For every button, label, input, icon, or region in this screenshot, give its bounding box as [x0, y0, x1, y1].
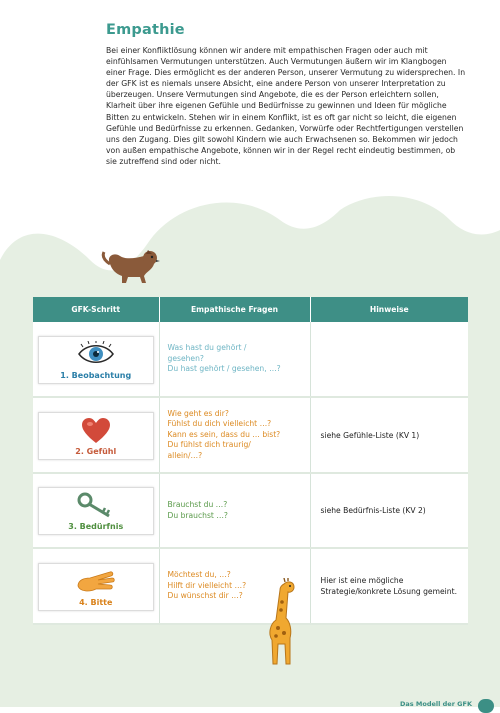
note-cell: siehe Gefühle-Liste (KV 1)	[310, 397, 468, 473]
empathy-table	[33, 297, 468, 625]
questions-cell: Brauchst du …? Du brauchst …?	[159, 473, 310, 548]
key-icon	[77, 492, 115, 518]
footer-chapter: Das Modell der GFK	[400, 700, 472, 708]
table-row	[33, 322, 468, 397]
col-header-notes: Hinweise	[310, 297, 468, 322]
heart-icon	[81, 417, 111, 445]
step-card-feeling	[38, 412, 154, 460]
table-header-row	[33, 297, 468, 322]
table-row	[33, 548, 468, 624]
table-row	[33, 473, 468, 548]
step-card-observation	[38, 336, 154, 384]
col-header-step: GFK-Schritt	[33, 297, 159, 322]
step-label: 4. Bitte	[79, 597, 113, 607]
page-number-badge	[478, 699, 494, 713]
step-card-request	[38, 563, 154, 611]
dog-illustration	[100, 246, 162, 286]
note-cell: siehe Bedürfnis-Liste (KV 2)	[310, 473, 468, 548]
note-cell	[310, 322, 468, 397]
step-label: 1. Beobachtung	[60, 370, 132, 380]
questions-cell: Wie geht es dir? Fühlst du dich vielleicht …? Kann es sein, dass du … bist? Du fühlst dich traurig/ allein/…?	[159, 397, 310, 473]
eye-icon	[77, 341, 115, 367]
questions-cell: Möchtest du, …? Hilft dir vielleicht …? Du wünschst dir …?	[159, 548, 310, 624]
col-header-questions: Empathische Fragen	[159, 297, 310, 322]
giraffe-illustration	[258, 578, 302, 668]
questions-cell: Was hast du gehört / gesehen? Du hast gehört / gesehen, …?	[159, 322, 310, 397]
step-label: 3. Bedürfnis	[68, 522, 124, 531]
step-label: 2. Gefühl	[75, 446, 117, 456]
note-cell: Hier ist eine mögliche Strategie/konkrete Lösung gemeint.	[310, 548, 468, 624]
table-row	[33, 397, 468, 473]
step-card-need	[38, 487, 154, 535]
hand-icon	[76, 568, 116, 594]
intro-paragraph: Bei einer Konfliktlösung können wir andere mit empathischen Fragen oder auch mit einfühlsamen Vermutungen unterstützen. Auch Vermutungen äußern wir im Klangbogen einer Frage. Dies ermöglicht es der anderen Person, unserer Vermutung zu widersprechen. In der GFK ist es niemals unsere Absicht, eine andere Person von unserer Interpretation zu überzeugen. Unsere Vermutungen sind Angebote, die es der Person erleichtern sollen, Klarheit über ihre eigenen Gefühle und Bedürfnisse zu gewinnen und Ideen für mögliche Bitten zu entwickeln. Stehen wir in einem Konflikt, ist es oft gar nicht so leicht, die eigenen Gefühle und Bedürfnisse zu erkennen. Gedanken, Vorwürfe oder Rechtfertigungen verstellen uns den Zugang. Dies gilt sowohl Kindern wie auch Erwachsenen so. Bekommen wir jedoch von außen empathische Angebote, können wir in der Regel recht eindeutig bestimmen, ob sie zutreffend sind oder nicht.	[106, 46, 466, 166]
page-title: Empathie	[106, 22, 185, 38]
